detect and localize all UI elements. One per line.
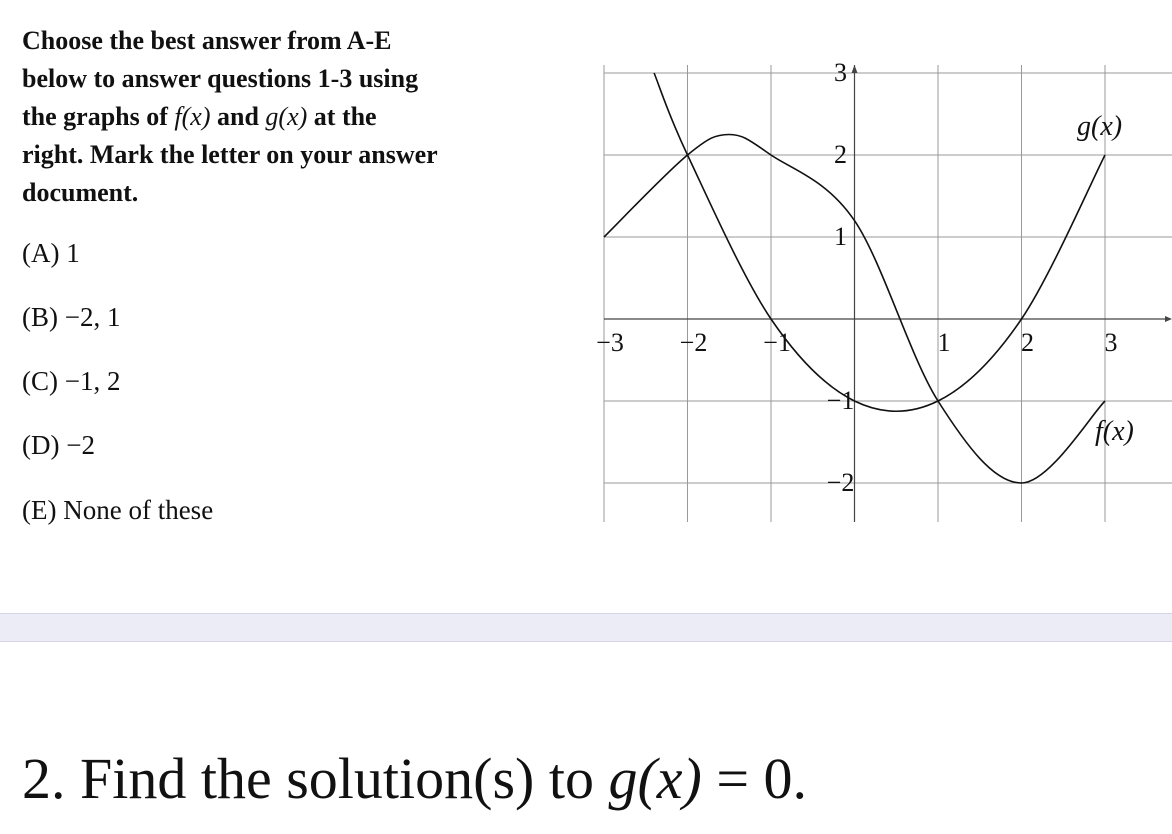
instructions-line-5: document. <box>22 178 139 207</box>
instructions-text: and <box>210 102 266 131</box>
instructions-line-2: below to answer questions 1-3 using <box>22 64 419 93</box>
choice-e[interactable]: (E) None of these <box>22 495 214 525</box>
x-tick-label: −3 <box>596 328 624 357</box>
question-function: g(x) <box>608 746 702 811</box>
y-tick-label: −2 <box>826 468 855 497</box>
x-tick-label: 3 <box>1104 328 1118 357</box>
choice-d[interactable]: (D) −2 <box>22 430 95 460</box>
question-text: 2. Find the solution(s) to <box>22 746 609 811</box>
x-tick-label: 1 <box>937 328 951 357</box>
g-of-x: g(x) <box>265 102 308 131</box>
instructions-text: at the <box>307 102 377 131</box>
f-of-x: f(x) <box>174 102 211 131</box>
instructions-line-3 <box>22 98 542 136</box>
choice-b[interactable]: (B) −2, 1 <box>22 302 121 332</box>
function-graph <box>595 55 1172 525</box>
y-tick-label: 1 <box>834 222 847 251</box>
y-tick-label: −1 <box>826 386 855 415</box>
y-axis-arrow <box>852 65 858 73</box>
choice-c[interactable]: (C) −1, 2 <box>22 366 121 396</box>
g-curve <box>654 73 1105 411</box>
g-label: g(x) <box>1077 111 1123 142</box>
question-2 <box>22 745 807 812</box>
tick-labels <box>596 58 1134 497</box>
section-divider <box>0 613 1172 642</box>
choice-a[interactable]: (A) 1 <box>22 238 80 268</box>
x-tick-label: 2 <box>1021 328 1034 357</box>
instructions-line-1: Choose the best answer from A-E <box>22 26 392 55</box>
f-label: f(x) <box>1095 416 1134 447</box>
y-tick-label: 3 <box>834 58 847 87</box>
x-axis-arrow <box>1165 316 1172 322</box>
instructions <box>22 22 542 212</box>
y-tick-label: 2 <box>834 140 847 169</box>
x-tick-label: −1 <box>763 328 791 357</box>
instructions-text: the graphs of <box>22 102 175 131</box>
question-text-end: = 0. <box>701 746 808 811</box>
instructions-line-4: right. Mark the letter on your answer <box>22 140 438 169</box>
x-tick-label: −2 <box>679 328 708 357</box>
